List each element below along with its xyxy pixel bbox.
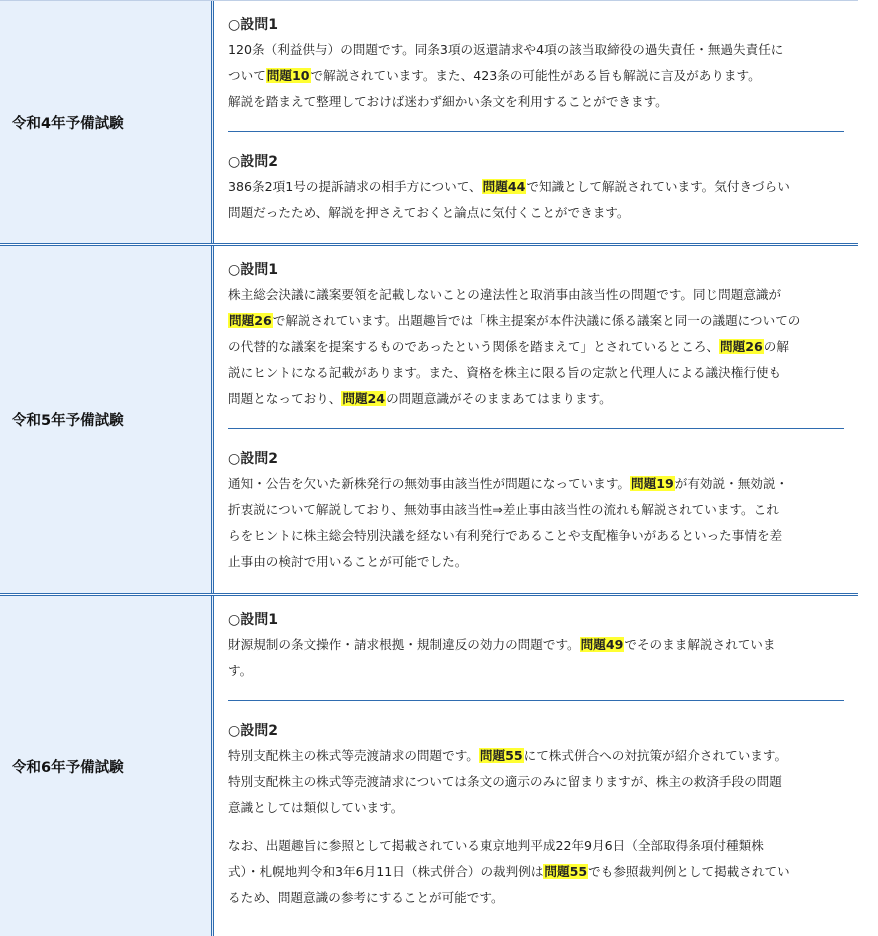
row-label: 令和6年予備試験	[0, 596, 214, 936]
question-text: 財源規制の条文操作・請求根拠・規制違反の効力の問題です。問題49でそのまま解説されていま す。	[228, 637, 776, 678]
problem-link[interactable]: 問題26	[229, 313, 272, 328]
table-row	[0, 596, 858, 936]
problem-link[interactable]: 問題26	[720, 339, 763, 354]
table-row	[0, 246, 858, 596]
problem-link[interactable]: 問題49	[580, 637, 624, 652]
paragraph-gap	[228, 821, 844, 833]
question-title: ○設問1	[228, 612, 278, 628]
problem-link[interactable]: 問題55	[544, 864, 588, 879]
question-title: ○設問1	[228, 262, 278, 278]
question-text: 120条（利益供与）の問題です。同条3項の返還請求や4項の該当取締役の過失責任・無過失責任に ついて問題10で解説されています。また、423条の可能性がある旨も解説に言及があります。 解説を踏まえて整理しておけば迷わず細かい条文を利用することができます。	[228, 42, 784, 109]
question-title: ○設問2	[228, 723, 278, 739]
divider	[228, 131, 844, 132]
row-content	[214, 596, 858, 936]
question-text: 386条2項1号の提訴請求の相手方について、問題44で知識として解説されています。気付きづらい 問題だったため、解説を押さえておくと論点に気付くことができます。	[228, 179, 790, 220]
table-row	[0, 0, 858, 246]
row-label: 令和5年予備試験	[0, 246, 214, 593]
row-content	[214, 1, 858, 243]
divider	[228, 700, 844, 701]
question-title: ○設問2	[228, 154, 278, 170]
question-text: 株主総会決議に議案要領を記載しないことの違法性と取消事由該当性の問題です。同じ問題意識が 問題26で解説されています。出題趣旨では「株主提案が本件決議に係る議案と同一の議題についての の代替的な議案を提案するものであったという関係を踏まえて」とされているところ、問題26の解 説にヒントになる記載があります。また、資格を株主に限る旨の定款と代理人による議決権行使も 問題となっており、問題24の問題意識がそのままあてはまります。	[228, 287, 801, 406]
problem-link[interactable]: 問題24	[342, 391, 386, 406]
question-text: なお、出題趣旨に参照として掲載されている東京地判平成22年9月6日（全部取得条項付種類株 式）・札幌地判令和3年6月11日（株式併合）の裁判例は問題55でも参照裁判例として掲載されてい るため、問題意識の参考にすることが可能です。	[228, 838, 790, 905]
row-label: 令和4年予備試験	[0, 1, 214, 243]
row-content	[214, 246, 858, 593]
problem-link[interactable]: 問題19	[631, 476, 674, 491]
question-title: ○設問1	[228, 17, 278, 33]
divider	[228, 428, 844, 429]
question-title: ○設問2	[228, 451, 278, 467]
problem-link[interactable]: 問題44	[482, 179, 526, 194]
question-text: 特別支配株主の株式等売渡請求の問題です。問題55にて株式併合への対抗策が紹介されています。 特別支配株主の株式等売渡請求については条文の適示のみに留まりますが、株主の救済手段の問題 意識としては類似しています。	[228, 748, 788, 815]
question-text: 通知・公告を欠いた新株発行の無効事由該当性が問題になっています。問題19が有効説・無効説・ 折衷説について解説しており、無効事由該当性⇒差止事由該当性の流れも解説されています。これ らをヒントに株主総会特別決議を経ない有利発行であることや支配権争いがあるといった事情を差 止事由の検討で用いることが可能でした。	[228, 476, 789, 569]
problem-link[interactable]: 問題55	[479, 748, 523, 763]
problem-link[interactable]: 問題10	[266, 68, 310, 83]
